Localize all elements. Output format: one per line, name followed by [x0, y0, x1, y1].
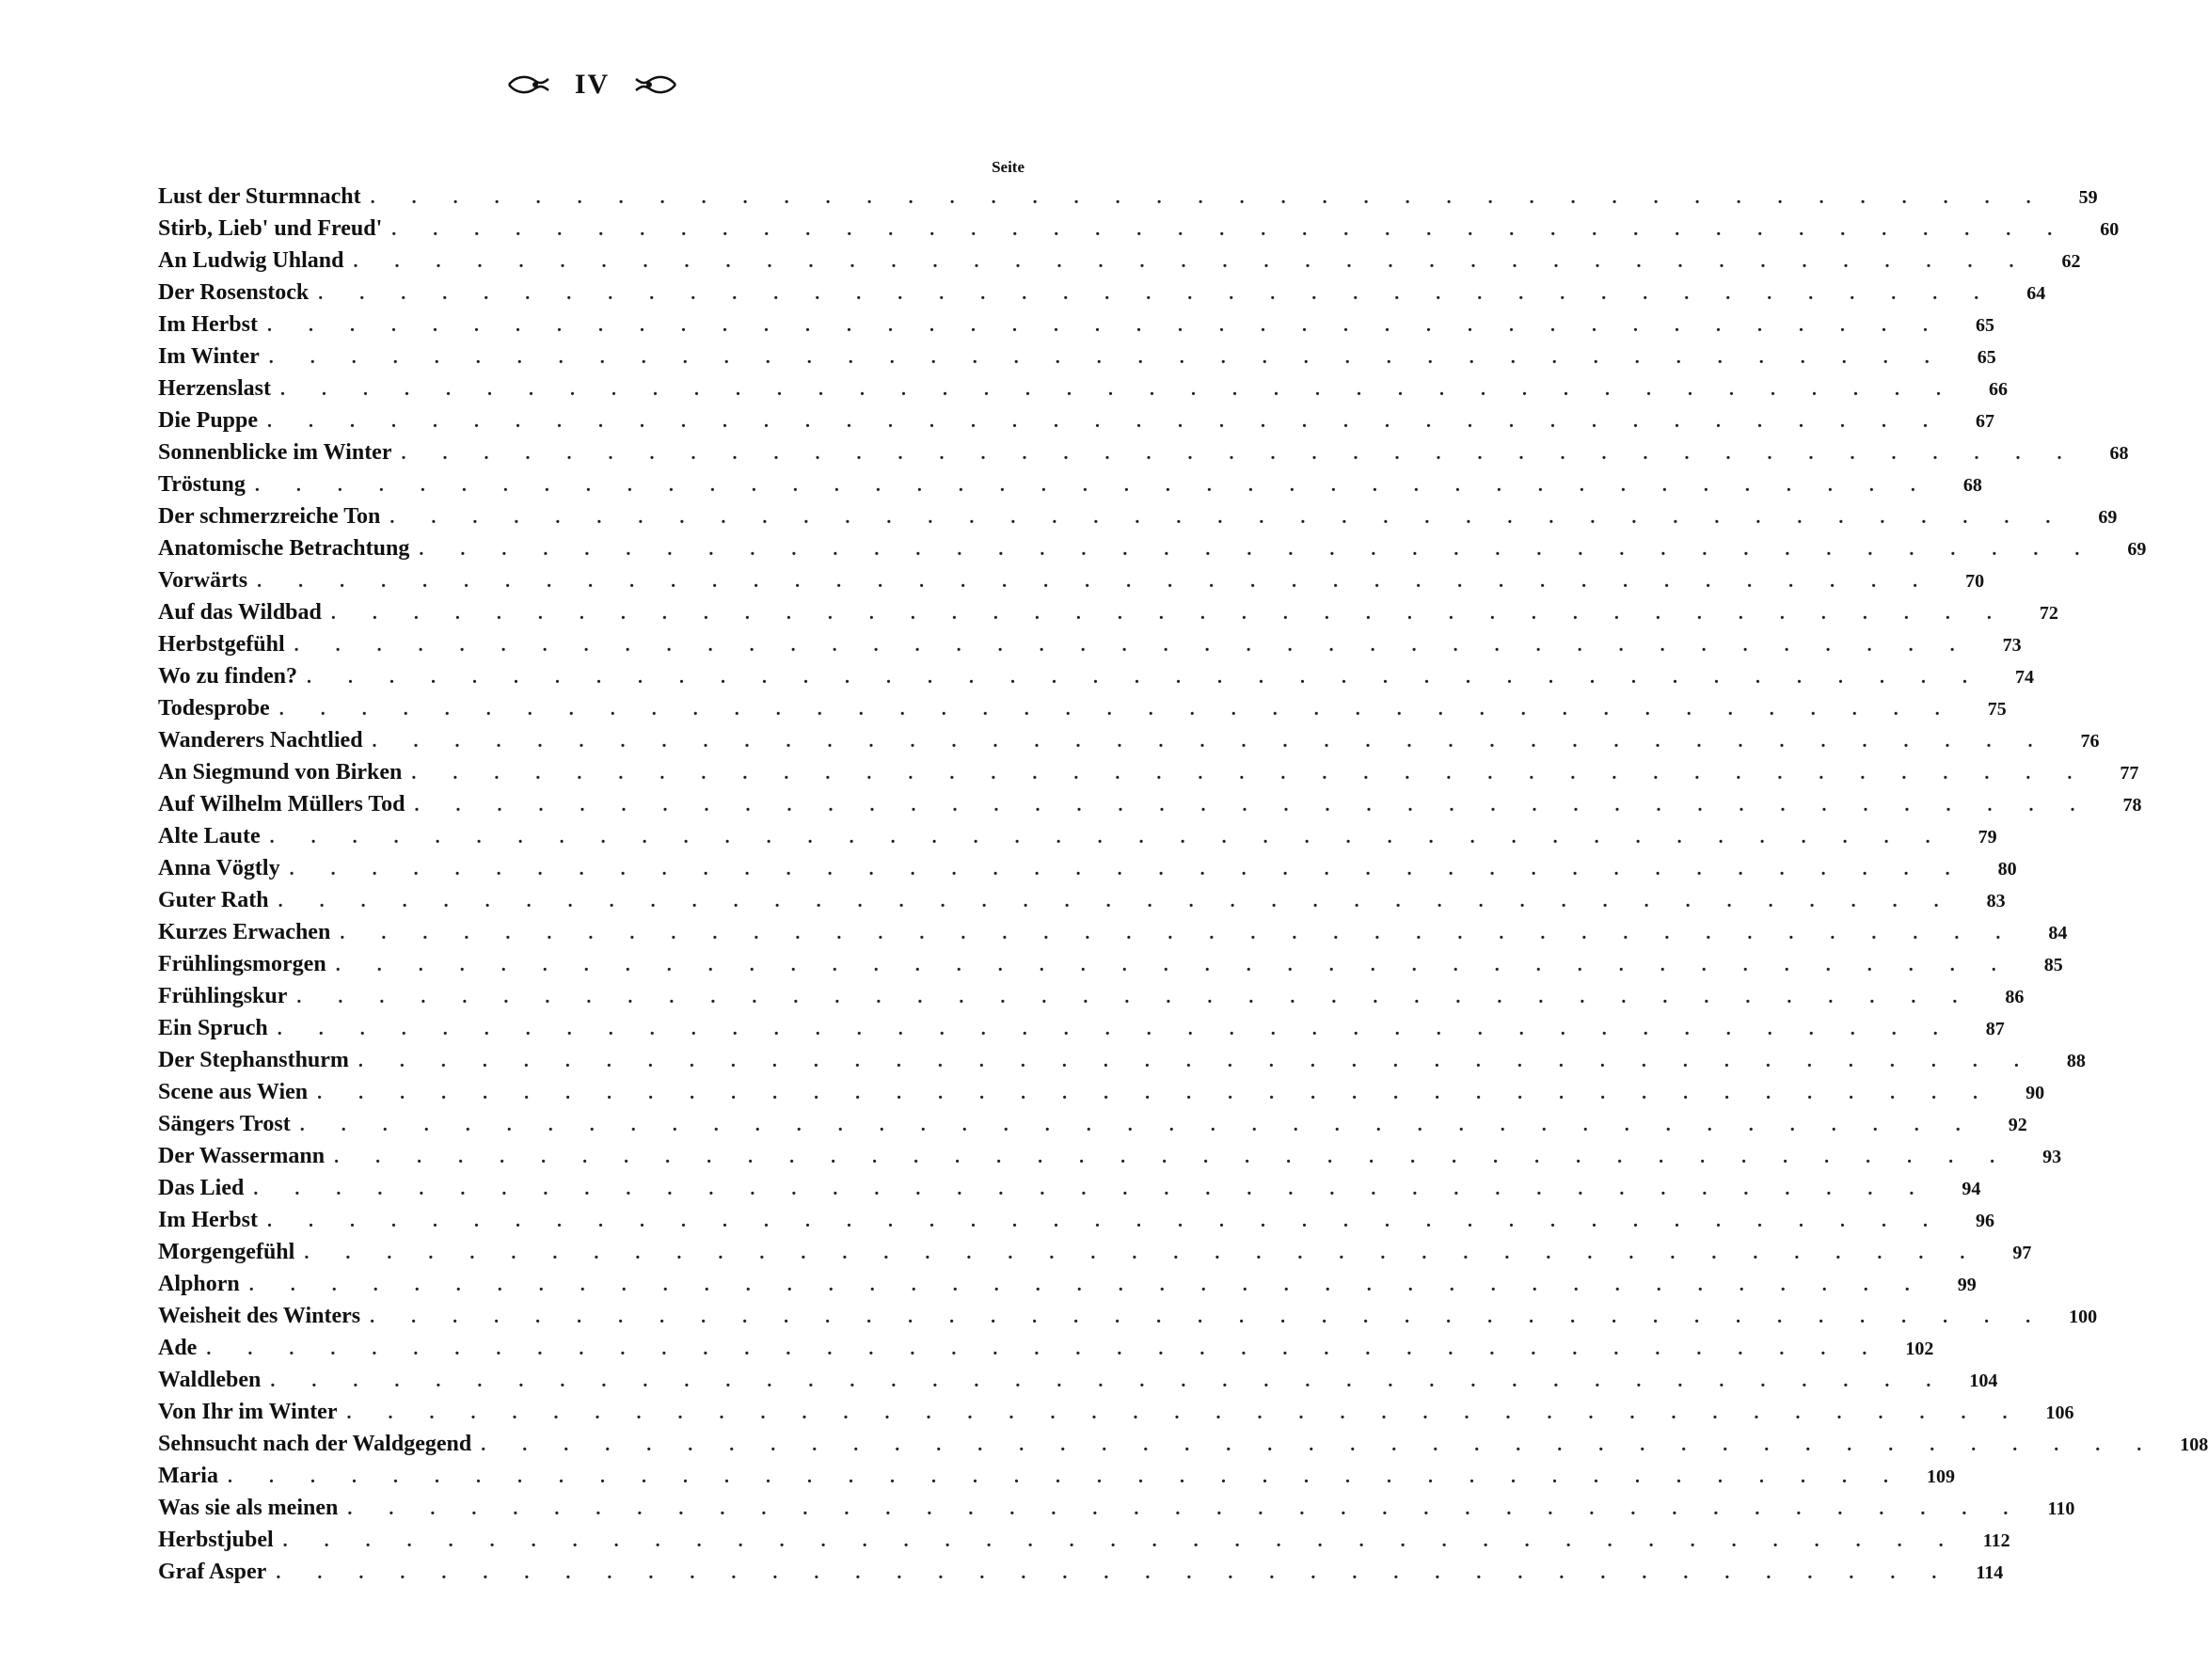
toc-leader-dots: . . . . . . . . . . . . . . . . . . . . . . . . . . . . . . . . . . . . . . . . .	[282, 1530, 1960, 1551]
toc-entry-page: 70	[1965, 571, 1985, 592]
toc-leader-dots: . . . . . . . . . . . . . . . . . . . . . . . . . . . . . . . . . . . . . . . . .	[391, 219, 2069, 240]
toc-entry	[158, 344, 1996, 376]
toc-entry	[158, 1336, 1934, 1368]
toc-leader-dots: . . . . . . . . . . . . . . . . . . . . . . . . . . . . . . . . . . . . . . . . .	[279, 379, 1957, 400]
toc-entry	[158, 792, 2142, 824]
toc-entry-title: Der Stephansthurm	[158, 1048, 349, 1072]
toc-entry-title: Kurzes Erwachen	[158, 920, 331, 944]
toc-entry	[158, 1368, 1998, 1400]
toc-entry	[158, 1272, 1977, 1304]
toc-leader-dots: . . . . . . . . . . . . . . . . . . . . . . . . . . . . . . . . . . . . . . . . .	[206, 1339, 1883, 1359]
toc-entry	[158, 472, 1982, 504]
toc-entry-title: Sonnenblicke im Winter	[158, 440, 392, 465]
toc-entry	[158, 536, 2147, 568]
toc-entry-page: 112	[1982, 1530, 2010, 1551]
toc-entry-title: Waldleben	[158, 1368, 262, 1392]
toc-entry-page: 69	[2098, 507, 2118, 528]
toc-entry-title: Frühlingsmorgen	[158, 952, 326, 976]
table-of-contents	[158, 184, 2208, 1592]
toc-entry-title: Ein Spruch	[158, 1016, 268, 1040]
toc-entry-page: 65	[1977, 347, 1996, 368]
page-number: IV	[574, 69, 611, 100]
toc-entry-title: Wo zu finden?	[158, 664, 298, 689]
toc-entry-title: Todesprobe	[158, 696, 270, 721]
toc-entry	[158, 248, 2081, 280]
toc-entry-page: 85	[2043, 955, 2063, 975]
toc-entry-page: 72	[2039, 603, 2058, 624]
toc-entry-title: An Siegmund von Birken	[158, 760, 403, 785]
toc-entry-page: 73	[2002, 635, 2022, 656]
toc-entry	[158, 440, 2129, 472]
toc-entry-title: Der Wassermann	[158, 1144, 326, 1168]
toc-leader-dots: . . . . . . . . . . . . . . . . . . . . . . . . . . . . . . . . . . . . . . . . .	[340, 923, 2017, 943]
toc-entry-title: Alte Laute	[158, 824, 261, 848]
toc-entry-title: Stirb, Lieb' und Freud'	[158, 216, 383, 241]
toc-entry	[158, 664, 2035, 696]
toc-entry	[158, 824, 1997, 856]
toc-entry	[158, 696, 2007, 728]
toc-entry-page: 64	[2026, 283, 2046, 304]
toc-entry-title: Sehnsucht nach der Waldgegend	[158, 1432, 472, 1456]
toc-entry-title: Die Puppe	[158, 408, 259, 433]
toc-entry	[158, 984, 2025, 1016]
toc-leader-dots: . . . . . . . . . . . . . . . . . . . . . . . . . . . . . . . . . . . . . . . . .	[401, 443, 2078, 464]
toc-entry	[158, 1048, 2086, 1080]
toc-entry-title: Alphorn	[158, 1272, 240, 1296]
toc-entry-title: Auf Wilhelm Müllers Tod	[158, 792, 405, 816]
toc-entry-title: Im Winter	[158, 344, 260, 369]
toc-entry-page: 108	[2180, 1434, 2208, 1455]
toc-entry-page: 79	[1978, 827, 1997, 848]
toc-leader-dots: . . . . . . . . . . . . . . . . . . . . . . . . . . . . . . . . . . . . . . . . .	[227, 1466, 1904, 1487]
toc-entry-page: 87	[1985, 1019, 2005, 1039]
toc-entry	[158, 1528, 2010, 1560]
toc-entry-title: Herzenslast	[158, 376, 271, 401]
toc-entry	[158, 568, 1985, 600]
toc-leader-dots: . . . . . . . . . . . . . . . . . . . . . . . . . . . . . . . . . . . . . . . . .	[299, 1115, 1977, 1135]
toc-entry-title: Vorwärts	[158, 568, 248, 593]
toc-leader-dots: . . . . . . . . . . . . . . . . . . . . . . . . . . . . . . . . . . . . . . . . .	[266, 1211, 1944, 1231]
toc-entry-title: Anna Vögtly	[158, 856, 280, 880]
toc-entry-page: 90	[2025, 1083, 2045, 1103]
toc-leader-dots: . . . . . . . . . . . . . . . . . . . . . . . . . . . . . . . . . . . . . . . . .	[278, 699, 1956, 720]
toc-entry	[158, 1016, 2005, 1048]
toc-entry-page: 66	[1988, 379, 2008, 400]
toc-entry-page: 100	[2069, 1307, 2098, 1327]
toc-entry-page: 104	[1969, 1371, 1998, 1391]
toc-leader-dots: . . . . . . . . . . . . . . . . . . . . . . . . . . . . . . . . . . . . . . . . .	[346, 1403, 2024, 1423]
toc-entry-title: Das Lied	[158, 1176, 245, 1200]
toc-leader-dots: . . . . . . . . . . . . . . . . . . . . . . . . . . . . . . . . . . . . . . . . .	[266, 315, 1944, 336]
toc-entry	[158, 312, 1994, 344]
toc-entry-title: Herbstgefühl	[158, 632, 285, 657]
toc-leader-dots: . . . . . . . . . . . . . . . . . . . . . . . . . . . . . . . . . . . . . . . . .	[353, 251, 2030, 272]
toc-entry-page: 60	[2100, 219, 2120, 240]
toc-entry-title: Lust der Sturmnacht	[158, 184, 361, 209]
toc-entry-page: 94	[1962, 1179, 1981, 1199]
toc-leader-dots: . . . . . . . . . . . . . . . . . . . . . . . . . . . . . . . . . . . . . . . . .	[248, 1275, 1926, 1295]
ornament-flourish-left-icon	[507, 73, 550, 96]
toc-leader-dots: . . . . . . . . . . . . . . . . . . . . . . . . . . . . . . . . . . . . . . . . .	[278, 891, 1955, 911]
toc-entry	[158, 408, 1995, 440]
toc-leader-dots: . . . . . . . . . . . . . . . . . . . . . . . . . . . . . . . . . . . . . . . . .	[370, 1307, 2047, 1327]
toc-leader-dots: . . . . . . . . . . . . . . . . . . . . . . . . . . . . . . . . . . . . . . . . .	[304, 1243, 1981, 1263]
toc-entry-page: 99	[1957, 1275, 1977, 1295]
toc-entry-page: 102	[1905, 1339, 1934, 1359]
toc-entry-page: 88	[2066, 1051, 2086, 1071]
toc-leader-dots: . . . . . . . . . . . . . . . . . . . . . . . . . . . . . . . . . . . . . . . . .	[269, 827, 1946, 848]
toc-entry-title: Scene aus Wien	[158, 1080, 309, 1104]
toc-entry	[158, 1176, 1981, 1208]
toc-leader-dots: . . . . . . . . . . . . . . . . . . . . . . . . . . . . . . . . . . . . . . . . .	[294, 635, 1971, 656]
toc-entry	[158, 1464, 1955, 1496]
toc-entry-title: Tröstung	[158, 472, 246, 497]
toc-entry-title: Im Herbst	[158, 1208, 258, 1232]
toc-entry-title: Guter Rath	[158, 888, 269, 912]
toc-leader-dots: . . . . . . . . . . . . . . . . . . . . . . . . . . . . . . . . . . . . . . . . .	[347, 1498, 2025, 1519]
toc-entry-page: 75	[1987, 699, 2007, 720]
toc-entry	[158, 888, 2006, 920]
toc-entry-title: Im Herbst	[158, 312, 258, 337]
toc-leader-dots: . . . . . . . . . . . . . . . . . . . . . . . . . . . . . . . . . . . . . . . . .	[270, 1371, 1947, 1391]
toc-entry	[158, 1240, 2032, 1272]
ornament-flourish-right-icon	[634, 73, 677, 96]
toc-leader-dots: . . . . . . . . . . . . . . . . . . . . . . . . . . . . . . . . . . . . . . . . .	[318, 283, 1995, 304]
toc-entry	[158, 1144, 2062, 1176]
toc-entry-title: Anatomische Betrachtung	[158, 536, 410, 561]
toc-entry	[158, 856, 2017, 888]
toc-entry-page: 92	[2008, 1115, 2027, 1135]
toc-entry-page: 76	[2080, 731, 2100, 752]
toc-leader-dots: . . . . . . . . . . . . . . . . . . . . . . . . . . . . . . . . . . . . . . . . .	[335, 955, 2012, 975]
toc-entry-page: 77	[2120, 763, 2139, 784]
toc-entry-title: Sängers Trost	[158, 1112, 291, 1136]
toc-entry-title: Auf das Wildbad	[158, 600, 322, 625]
toc-entry-page: 110	[2047, 1498, 2075, 1519]
toc-leader-dots: . . . . . . . . . . . . . . . . . . . . . . . . . . . . . . . . . . . . . . . . .	[254, 475, 1931, 496]
toc-leader-dots: . . . . . . . . . . . . . . . . . . . . . . . . . . . . . . . . . . . . . . . . .	[289, 859, 1966, 880]
toc-entry-title: Weisheit des Winters	[158, 1304, 361, 1328]
toc-entry-title: Wanderers Nachtlied	[158, 728, 363, 753]
toc-leader-dots: . . . . . . . . . . . . . . . . . . . . . . . . . . . . . . . . . . . . . . . . .	[267, 411, 1945, 432]
toc-leader-dots: . . . . . . . . . . . . . . . . . . . . . . . . . . . . . . . . . . . . . . . . .	[307, 667, 1984, 688]
toc-entry	[158, 1400, 2074, 1432]
toc-entry-page: 68	[2109, 443, 2129, 464]
toc-entry	[158, 1208, 1994, 1240]
toc-entry-title: Morgengefühl	[158, 1240, 295, 1264]
toc-entry-title: Der schmerzreiche Ton	[158, 504, 381, 529]
toc-entry-page: 97	[2012, 1243, 2032, 1263]
toc-leader-dots: . . . . . . . . . . . . . . . . . . . . . . . . . . . . . . . . . . . . . . . . .	[357, 1051, 2035, 1071]
toc-entry-page: 59	[2078, 187, 2098, 208]
toc-leader-dots: . . . . . . . . . . . . . . . . . . . . . . . . . . . . . . . . . . . . . . . . .	[419, 539, 2096, 560]
toc-entry	[158, 1432, 2208, 1464]
toc-entry-page: 86	[2005, 987, 2025, 1007]
toc-entry	[158, 952, 2063, 984]
page-header	[0, 66, 1184, 103]
toc-entry	[158, 376, 2008, 408]
toc-entry-title: Graf Asper	[158, 1560, 267, 1584]
toc-entry-title: Maria	[158, 1464, 218, 1488]
toc-leader-dots: . . . . . . . . . . . . . . . . . . . . . . . . . . . . . . . . . . . . . . . . .	[370, 187, 2047, 208]
toc-entry	[158, 760, 2139, 792]
toc-entry-page: 114	[1976, 1562, 2004, 1583]
toc-entry-page: 96	[1975, 1211, 1994, 1231]
toc-entry-title: Frühlingskur	[158, 984, 288, 1008]
toc-entry-page: 106	[2045, 1403, 2074, 1423]
toc-entry-page: 80	[1997, 859, 2017, 880]
toc-entry-page: 83	[1986, 891, 2006, 911]
toc-entry	[158, 1304, 2098, 1336]
toc-entry	[158, 1496, 2075, 1528]
toc-entry	[158, 920, 2068, 952]
toc-entry-page: 74	[2015, 667, 2035, 688]
toc-entry-page: 68	[1962, 475, 1982, 496]
toc-entry	[158, 184, 2098, 216]
toc-leader-dots: . . . . . . . . . . . . . . . . . . . . . . . . . . . . . . . . . . . . . . . . .	[268, 347, 1946, 368]
toc-leader-dots: . . . . . . . . . . . . . . . . . . . . . . . . . . . . . . . . . . . . . . . . .	[253, 1179, 1930, 1199]
toc-leader-dots: . . . . . . . . . . . . . . . . . . . . . . . . . . . . . . . . . . . . . . . . .	[372, 731, 2049, 752]
toc-leader-dots: . . . . . . . . . . . . . . . . . . . . . . . . . . . . . . . . . . . . . . . . .	[414, 795, 2091, 816]
toc-leader-dots: . . . . . . . . . . . . . . . . . . . . . . . . . . . . . . . . . . . . . . . . .	[411, 763, 2089, 784]
toc-entry	[158, 504, 2118, 536]
toc-entry-title: Der Rosenstock	[158, 280, 310, 305]
toc-entry-title: Ade	[158, 1336, 198, 1360]
toc-leader-dots: . . . . . . . . . . . . . . . . . . . . . . . . . . . . . . . . . . . . . . . . .	[481, 1434, 2158, 1455]
toc-entry	[158, 216, 2120, 248]
toc-leader-dots: . . . . . . . . . . . . . . . . . . . . . . . . . . . . . . . . . . . . . . . . .	[277, 1019, 1954, 1039]
toc-entry-page: 84	[2048, 923, 2068, 943]
toc-leader-dots: . . . . . . . . . . . . . . . . . . . . . . . . . . . . . . . . . . . . . . . . .	[296, 987, 1974, 1007]
toc-leader-dots: . . . . . . . . . . . . . . . . . . . . . . . . . . . . . . . . . . . . . . . . .	[334, 1147, 2011, 1167]
toc-leader-dots: . . . . . . . . . . . . . . . . . . . . . . . . . . . . . . . . . . . . . . . . .	[389, 507, 2067, 528]
toc-leader-dots: . . . . . . . . . . . . . . . . . . . . . . . . . . . . . . . . . . . . . . . . .	[276, 1562, 1953, 1583]
toc-entry-title: An Ludwig Uhland	[158, 248, 344, 273]
toc-leader-dots: . . . . . . . . . . . . . . . . . . . . . . . . . . . . . . . . . . . . . . . . .	[317, 1083, 1994, 1103]
toc-entry	[158, 600, 2058, 632]
toc-entry	[158, 728, 2100, 760]
toc-entry	[158, 632, 2022, 664]
toc-entry-page: 65	[1975, 315, 1994, 336]
toc-entry-page: 62	[2061, 251, 2081, 272]
toc-entry-title: Was sie als meinen	[158, 1496, 339, 1520]
toc-entry	[158, 1560, 2004, 1592]
toc-leader-dots: . . . . . . . . . . . . . . . . . . . . . . . . . . . . . . . . . . . . . . . . .	[330, 603, 2008, 624]
toc-entry	[158, 280, 2046, 312]
page-column-heading: Seite	[992, 158, 1025, 176]
toc-entry-page: 93	[2042, 1147, 2062, 1167]
toc-entry-page: 109	[1926, 1466, 1955, 1487]
toc-entry	[158, 1080, 2045, 1112]
toc-entry-page: 78	[2122, 795, 2142, 816]
toc-entry	[158, 1112, 2027, 1144]
toc-entry-title: Von Ihr im Winter	[158, 1400, 338, 1424]
toc-entry-page: 69	[2127, 539, 2147, 560]
toc-entry-title: Herbstjubel	[158, 1528, 274, 1552]
toc-leader-dots: . . . . . . . . . . . . . . . . . . . . . . . . . . . . . . . . . . . . . . . . .	[257, 571, 1934, 592]
toc-entry-page: 67	[1976, 411, 1995, 432]
